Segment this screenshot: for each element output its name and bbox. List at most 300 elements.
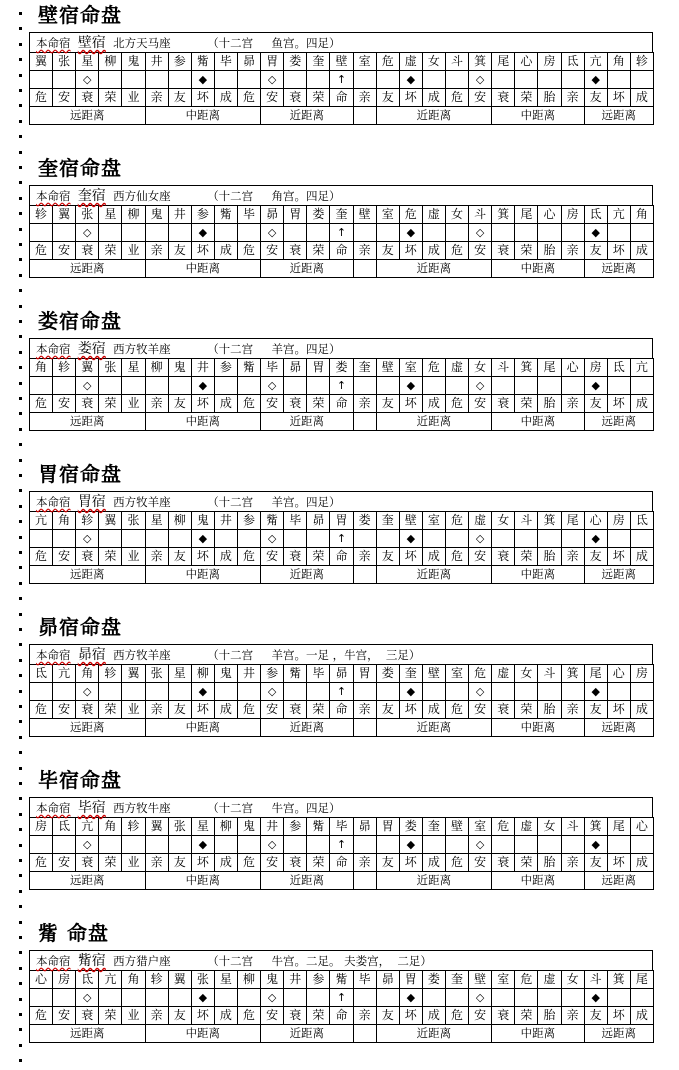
star-cell: 井 <box>145 53 168 71</box>
relation-cell: 坏 <box>191 89 214 107</box>
relation-cell: 荣 <box>515 89 538 107</box>
relation-cell: 安 <box>469 701 492 719</box>
star-row <box>30 53 654 71</box>
star-row <box>30 818 654 836</box>
star-cell: 觜 <box>191 53 214 71</box>
star-cell: 毕 <box>353 971 376 989</box>
relation-cell: 成 <box>630 242 653 260</box>
star-cell: 箕 <box>561 665 584 683</box>
relation-cell: 安 <box>261 395 284 413</box>
star-cell: 亢 <box>99 971 122 989</box>
symbol-cell: ↑ <box>330 683 353 701</box>
bullet-marker <box>19 74 22 77</box>
star-cell: 心 <box>584 512 607 530</box>
relation-cell: 衰 <box>76 89 99 107</box>
symbol-cell <box>53 530 76 548</box>
star-cell: 房 <box>584 359 607 377</box>
bullet-marker <box>19 951 22 954</box>
distance-cell: 近距离 <box>376 107 492 125</box>
symbol-cell <box>30 989 53 1007</box>
symbol-cell <box>515 683 538 701</box>
star-cell: 奎 <box>422 818 445 836</box>
star-cell: 轸 <box>76 512 99 530</box>
star-cell: 鬼 <box>168 359 191 377</box>
relation-cell: 危 <box>237 548 260 566</box>
bullet-marker <box>19 320 22 323</box>
bullet-marker <box>19 197 22 200</box>
section-title: 觜 命盘 <box>38 921 109 945</box>
relation-cell: 安 <box>53 395 76 413</box>
relation-cell: 友 <box>168 854 191 872</box>
star-cell: 胃 <box>330 512 353 530</box>
relation-cell: 成 <box>422 854 445 872</box>
relation-cell: 衰 <box>76 548 99 566</box>
star-cell: 亢 <box>607 206 630 224</box>
bullet-marker <box>19 428 22 431</box>
distance-cell <box>353 260 376 278</box>
star-cell: 觜 <box>284 665 307 683</box>
symbol-cell <box>214 683 237 701</box>
bullet-marker <box>19 551 22 554</box>
star-cell: 角 <box>122 971 145 989</box>
relation-cell: 坏 <box>399 701 422 719</box>
relation-cell: 坏 <box>399 548 422 566</box>
star-cell: 星 <box>214 971 237 989</box>
symbol-cell <box>284 530 307 548</box>
symbol-cell <box>53 377 76 395</box>
relation-cell: 衰 <box>284 89 307 107</box>
star-cell: 觜 <box>330 971 353 989</box>
relation-cell: 荣 <box>99 395 122 413</box>
relation-cell: 业 <box>122 701 145 719</box>
star-cell: 觜 <box>214 206 237 224</box>
info-sukuyo: 昴宿 <box>77 647 106 663</box>
symbol-row <box>30 224 654 242</box>
star-cell: 张 <box>168 818 191 836</box>
bullet-marker <box>19 1044 22 1047</box>
bullet-marker <box>19 874 22 877</box>
star-cell: 壁 <box>399 512 422 530</box>
relation-cell: 安 <box>53 89 76 107</box>
star-cell: 氐 <box>53 818 76 836</box>
info-row <box>29 950 653 970</box>
symbol-cell: ◆ <box>191 71 214 89</box>
info-palace: （十二宫 <box>207 648 254 662</box>
symbol-cell <box>445 836 468 854</box>
relation-cell: 友 <box>584 242 607 260</box>
relation-cell: 成 <box>214 854 237 872</box>
info-label: 本命宿 <box>36 36 71 50</box>
distance-cell: 近距离 <box>261 872 353 890</box>
info-palace-detail: 羊宫。四足） <box>271 495 341 509</box>
symbol-cell <box>168 71 191 89</box>
symbol-cell <box>99 377 122 395</box>
symbol-cell: ◇ <box>261 530 284 548</box>
symbol-cell <box>307 530 330 548</box>
symbol-cell: ◇ <box>261 836 284 854</box>
info-palace: （十二宫 <box>207 342 254 356</box>
relation-cell: 衰 <box>284 1007 307 1025</box>
relation-cell: 业 <box>122 854 145 872</box>
relation-cell: 安 <box>261 701 284 719</box>
star-cell: 角 <box>53 512 76 530</box>
star-cell: 室 <box>399 359 422 377</box>
bullet-marker <box>19 459 22 462</box>
relation-cell: 成 <box>630 701 653 719</box>
relation-cell: 安 <box>469 395 492 413</box>
relation-cell: 危 <box>237 1007 260 1025</box>
star-cell: 虚 <box>422 206 445 224</box>
bullet-marker <box>19 335 22 338</box>
distance-cell: 中距离 <box>492 566 584 584</box>
info-constellation: 西方仙女座 <box>113 189 171 203</box>
relation-cell: 荣 <box>99 242 122 260</box>
relation-cell: 危 <box>445 548 468 566</box>
bullet-marker <box>19 1059 22 1062</box>
star-cell: 井 <box>237 665 260 683</box>
star-cell: 尾 <box>584 665 607 683</box>
star-cell: 娄 <box>422 971 445 989</box>
relation-cell: 友 <box>376 854 399 872</box>
symbol-cell <box>376 530 399 548</box>
relation-cell: 坏 <box>399 89 422 107</box>
relation-cell: 亲 <box>145 395 168 413</box>
relation-cell: 坏 <box>607 854 630 872</box>
relation-cell: 衰 <box>76 854 99 872</box>
chart-4 <box>29 644 653 737</box>
star-cell: 胃 <box>307 359 330 377</box>
bullet-marker <box>19 412 22 415</box>
symbol-cell <box>353 224 376 242</box>
relation-cell: 亲 <box>561 1007 584 1025</box>
relation-cell: 成 <box>214 242 237 260</box>
section-title: 奎宿命盘 <box>38 156 122 180</box>
symbol-cell <box>630 683 653 701</box>
distance-row <box>30 260 654 278</box>
bullet-marker <box>19 274 22 277</box>
star-cell: 箕 <box>515 359 538 377</box>
star-cell: 女 <box>515 665 538 683</box>
star-cell: 鬼 <box>145 206 168 224</box>
star-cell: 觜 <box>307 818 330 836</box>
star-cell: 胃 <box>376 818 399 836</box>
relation-cell: 安 <box>53 242 76 260</box>
symbol-cell <box>445 377 468 395</box>
symbol-cell: ◆ <box>399 836 422 854</box>
relation-cell: 友 <box>168 1007 191 1025</box>
info-label: 本命宿 <box>36 954 71 968</box>
symbol-cell <box>284 836 307 854</box>
symbol-cell <box>30 224 53 242</box>
relation-cell: 坏 <box>607 242 630 260</box>
symbol-cell <box>284 377 307 395</box>
star-cell: 井 <box>261 818 284 836</box>
distance-cell: 远距离 <box>584 107 653 125</box>
symbol-cell: ◇ <box>261 683 284 701</box>
relation-cell: 坏 <box>191 1007 214 1025</box>
chart-3 <box>29 491 653 584</box>
symbol-cell <box>30 530 53 548</box>
symbol-cell: ◇ <box>469 836 492 854</box>
symbol-cell: ◇ <box>76 989 99 1007</box>
symbol-cell <box>630 71 653 89</box>
symbol-cell <box>376 71 399 89</box>
symbol-cell: ↑ <box>330 224 353 242</box>
star-cell: 女 <box>538 818 561 836</box>
symbol-cell <box>515 530 538 548</box>
star-cell: 壁 <box>445 818 468 836</box>
distance-cell: 中距离 <box>145 872 261 890</box>
relation-cell: 安 <box>261 242 284 260</box>
chart-2 <box>29 338 653 431</box>
symbol-cell <box>492 71 515 89</box>
star-cell: 尾 <box>607 818 630 836</box>
relation-cell: 命 <box>330 548 353 566</box>
symbol-cell: ◆ <box>399 683 422 701</box>
relation-cell: 荣 <box>515 701 538 719</box>
bullet-marker <box>19 1028 22 1031</box>
star-cell: 张 <box>122 512 145 530</box>
relation-cell: 成 <box>422 395 445 413</box>
star-cell: 奎 <box>399 665 422 683</box>
star-cell: 斗 <box>445 53 468 71</box>
star-cell: 轸 <box>99 665 122 683</box>
relation-cell: 衰 <box>284 548 307 566</box>
star-cell: 箕 <box>584 818 607 836</box>
relation-cell: 亲 <box>145 548 168 566</box>
distance-cell: 中距离 <box>492 260 584 278</box>
relation-cell: 亲 <box>561 89 584 107</box>
relation-cell: 荣 <box>99 548 122 566</box>
relation-cell: 坏 <box>191 395 214 413</box>
info-label: 本命宿 <box>36 189 71 203</box>
relation-cell: 安 <box>469 854 492 872</box>
symbol-cell: ◆ <box>584 224 607 242</box>
distance-cell: 中距离 <box>492 719 584 737</box>
relation-cell: 亲 <box>561 395 584 413</box>
star-cell: 氐 <box>76 971 99 989</box>
info-constellation: 西方牧羊座 <box>113 648 171 662</box>
star-cell: 房 <box>53 971 76 989</box>
relation-cell: 安 <box>469 89 492 107</box>
symbol-cell <box>515 989 538 1007</box>
star-cell: 胃 <box>399 971 422 989</box>
relation-cell: 亲 <box>145 701 168 719</box>
relation-cell: 安 <box>469 242 492 260</box>
distance-cell: 近距离 <box>261 107 353 125</box>
symbol-cell <box>237 683 260 701</box>
relation-cell: 胎 <box>538 242 561 260</box>
distance-cell: 远距离 <box>30 872 146 890</box>
relation-cell: 坏 <box>607 701 630 719</box>
relation-cell: 衰 <box>492 701 515 719</box>
relation-cell: 衰 <box>284 854 307 872</box>
info-row <box>29 338 653 358</box>
relation-cell: 衰 <box>76 242 99 260</box>
info-row <box>29 644 653 664</box>
relation-cell: 亲 <box>145 854 168 872</box>
relation-cell: 业 <box>122 395 145 413</box>
star-cell: 轸 <box>630 53 653 71</box>
bullet-marker <box>19 305 22 308</box>
relation-cell: 坏 <box>399 1007 422 1025</box>
symbol-cell <box>353 683 376 701</box>
star-cell: 箕 <box>538 512 561 530</box>
star-cell: 奎 <box>376 512 399 530</box>
info-row <box>29 185 653 205</box>
symbol-cell <box>515 377 538 395</box>
star-cell: 奎 <box>353 359 376 377</box>
relation-cell: 荣 <box>515 1007 538 1025</box>
star-cell: 虚 <box>399 53 422 71</box>
symbol-cell <box>353 71 376 89</box>
distance-row <box>30 566 654 584</box>
relation-cell: 友 <box>168 548 191 566</box>
star-cell: 柳 <box>122 206 145 224</box>
symbol-cell <box>538 71 561 89</box>
info-sukuyo: 胃宿 <box>77 494 106 510</box>
star-cell: 室 <box>353 53 376 71</box>
relation-cell: 荣 <box>99 701 122 719</box>
symbol-cell: ◇ <box>469 377 492 395</box>
relation-cell: 衰 <box>492 242 515 260</box>
distance-row <box>30 413 654 431</box>
distance-cell <box>353 107 376 125</box>
relation-cell: 亲 <box>561 854 584 872</box>
bullet-marker <box>19 736 22 739</box>
info-row <box>29 491 653 511</box>
symbol-cell <box>122 683 145 701</box>
symbol-cell <box>445 224 468 242</box>
distance-cell: 中距离 <box>145 413 261 431</box>
relation-cell: 业 <box>122 1007 145 1025</box>
relation-cell: 坏 <box>191 854 214 872</box>
info-palace-detail: 牛宫。四足） <box>271 801 341 815</box>
relation-row <box>30 89 654 107</box>
relation-cell: 友 <box>376 1007 399 1025</box>
symbol-cell: ◆ <box>399 224 422 242</box>
symbol-cell <box>538 377 561 395</box>
star-cell: 参 <box>168 53 191 71</box>
symbol-cell <box>607 530 630 548</box>
star-cell: 毕 <box>261 359 284 377</box>
symbol-cell <box>122 530 145 548</box>
star-cell: 斗 <box>584 971 607 989</box>
star-cell: 柳 <box>99 53 122 71</box>
distance-cell: 近距离 <box>376 719 492 737</box>
star-cell: 张 <box>76 206 99 224</box>
symbol-cell <box>353 530 376 548</box>
star-cell: 昴 <box>284 359 307 377</box>
star-cell: 角 <box>630 206 653 224</box>
symbol-cell <box>607 377 630 395</box>
bullet-marker <box>19 27 22 30</box>
symbol-row <box>30 836 654 854</box>
star-cell: 斗 <box>492 359 515 377</box>
star-cell: 井 <box>191 359 214 377</box>
relation-cell: 友 <box>376 548 399 566</box>
relation-cell: 友 <box>168 701 191 719</box>
info-constellation: 西方牧羊座 <box>113 342 171 356</box>
relation-cell: 命 <box>330 395 353 413</box>
relation-cell: 亲 <box>561 548 584 566</box>
star-cell: 翼 <box>76 359 99 377</box>
relation-cell: 命 <box>330 701 353 719</box>
distance-cell: 远距离 <box>30 260 146 278</box>
star-cell: 星 <box>168 665 191 683</box>
star-cell: 氐 <box>561 53 584 71</box>
bullet-marker <box>19 181 22 184</box>
symbol-cell: ◇ <box>261 224 284 242</box>
symbol-cell <box>561 530 584 548</box>
symbol-cell <box>607 836 630 854</box>
relation-cell: 坏 <box>607 548 630 566</box>
star-cell: 娄 <box>307 206 330 224</box>
symbol-cell: ◆ <box>191 377 214 395</box>
relation-cell: 成 <box>422 1007 445 1025</box>
star-cell: 参 <box>214 359 237 377</box>
bullet-marker <box>19 705 22 708</box>
star-cell: 女 <box>445 206 468 224</box>
symbol-cell: ◆ <box>399 71 422 89</box>
relation-cell: 衰 <box>284 701 307 719</box>
distance-cell: 中距离 <box>145 107 261 125</box>
star-cell: 娄 <box>284 53 307 71</box>
star-cell: 翼 <box>30 53 53 71</box>
symbol-cell <box>145 530 168 548</box>
symbol-cell <box>561 683 584 701</box>
info-label: 本命宿 <box>36 342 71 356</box>
info-label: 本命宿 <box>36 648 71 662</box>
star-cell: 翼 <box>53 206 76 224</box>
symbol-cell <box>630 530 653 548</box>
star-cell: 奎 <box>330 206 353 224</box>
symbol-cell <box>214 224 237 242</box>
relation-cell: 亲 <box>353 242 376 260</box>
symbol-cell: ◇ <box>261 71 284 89</box>
relation-cell: 衰 <box>492 548 515 566</box>
bullet-marker <box>19 120 22 123</box>
star-cell: 觜 <box>261 512 284 530</box>
star-cell: 鬼 <box>191 512 214 530</box>
symbol-cell <box>237 989 260 1007</box>
symbol-cell <box>168 224 191 242</box>
symbol-cell <box>376 377 399 395</box>
symbol-cell <box>445 530 468 548</box>
distance-cell: 中距离 <box>145 719 261 737</box>
bullet-marker <box>19 43 22 46</box>
symbol-cell <box>145 836 168 854</box>
bullet-marker <box>19 643 22 646</box>
relation-cell: 坏 <box>607 89 630 107</box>
relation-cell: 危 <box>30 548 53 566</box>
relation-cell: 业 <box>122 89 145 107</box>
relation-cell: 成 <box>630 854 653 872</box>
relation-cell: 衰 <box>76 701 99 719</box>
symbol-cell <box>214 836 237 854</box>
star-cell: 虚 <box>445 359 468 377</box>
star-cell: 轸 <box>53 359 76 377</box>
relation-cell: 亲 <box>353 548 376 566</box>
relation-cell: 坏 <box>399 395 422 413</box>
star-cell: 胃 <box>261 53 284 71</box>
relation-cell: 成 <box>422 89 445 107</box>
star-cell: 危 <box>422 359 445 377</box>
bullet-marker <box>19 58 22 61</box>
bullet-marker <box>19 982 22 985</box>
info-palace: （十二宫 <box>207 495 254 509</box>
symbol-cell <box>30 683 53 701</box>
